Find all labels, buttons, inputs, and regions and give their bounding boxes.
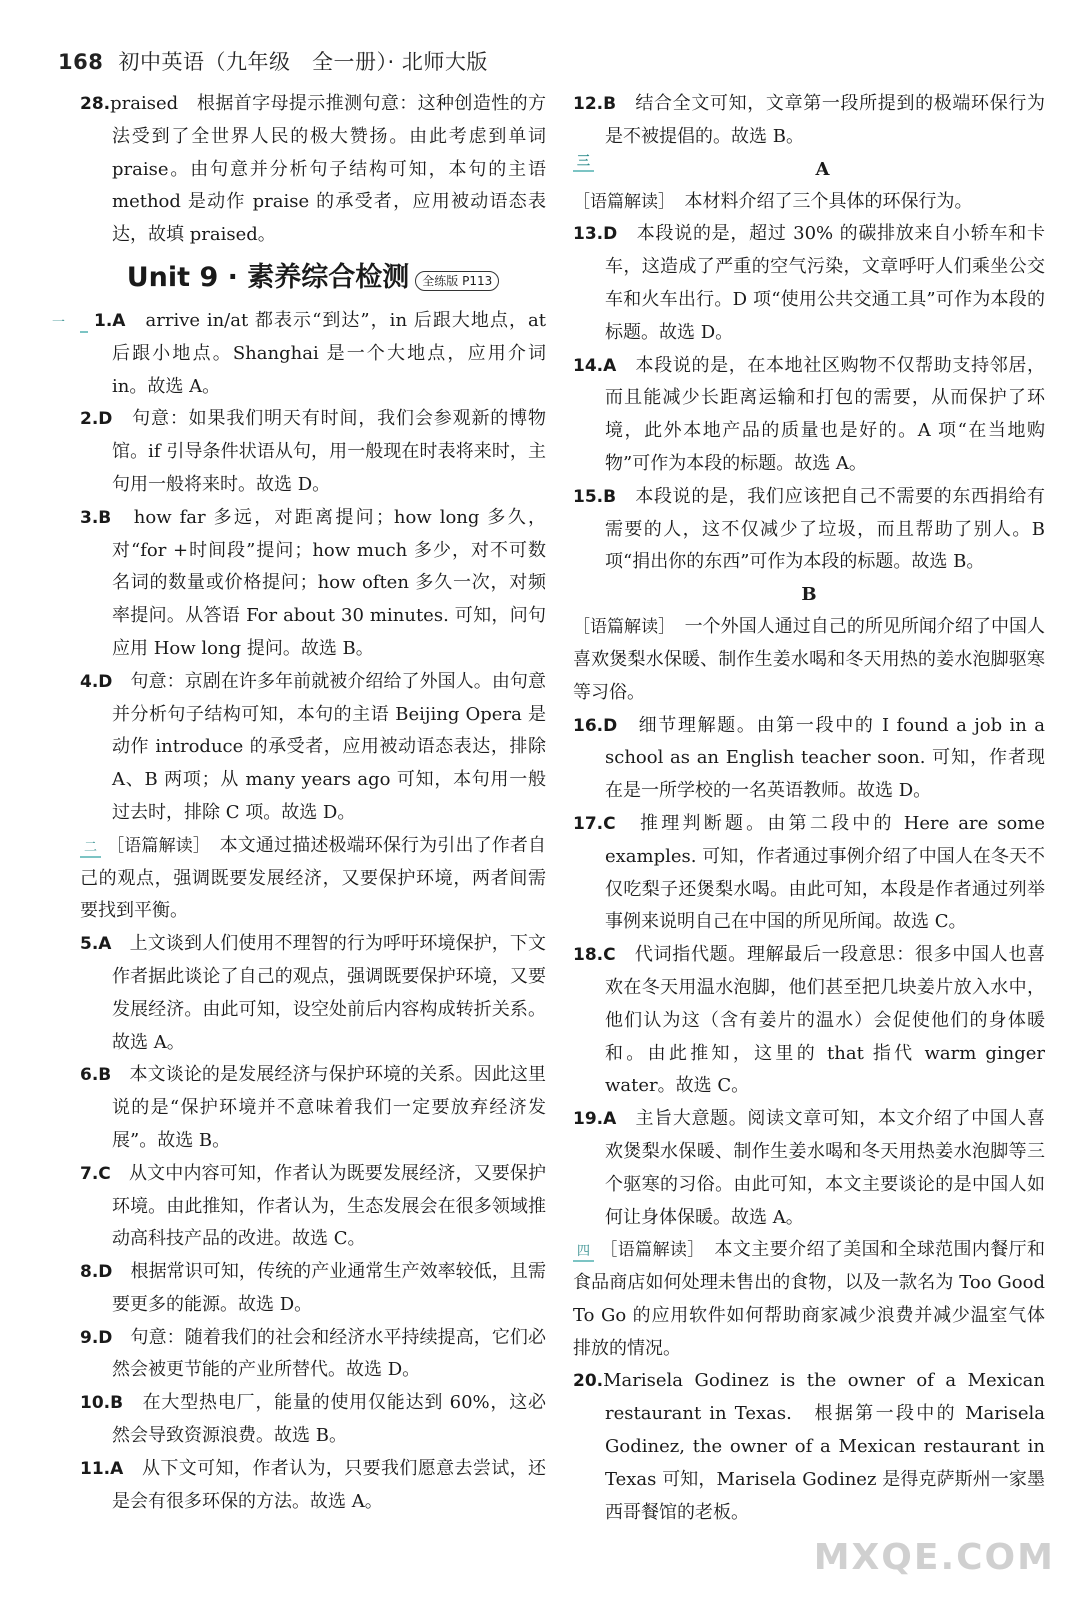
answer-12: 12.B 结合全文可知，文章第一段所提到的极端环保行为是不被提倡的。故选 B。: [573, 93, 1045, 147]
page-header: [58, 46, 488, 76]
answer-14: 14.A 本段说的是，在本地社区购物不仅帮助支持邻居，而且能减少长距离运输和打包的需要，从而保护了环境，此外本地产品的质量也是好的。A 项“在当地购物”可作为本段的标题。故选 A。: [573, 354, 1045, 474]
answer-6: 6.B 本文谈论的是发展经济与保护环境的关系。因此这里说的是“保护环境并不意味着我们一定要放弃经济发展”。故选 B。: [80, 1064, 546, 1151]
answer-8: 8.D 根据常识可知，传统的产业通常生产效率较低，且需要更多的能源。故选 D。: [80, 1261, 546, 1315]
answer-9: 9.D 句意：随着我们的社会和经济水平持续提高，它们必然会被更节能的产业所替代。故选 D。: [80, 1326, 546, 1381]
answer-3: 3.B how far 多远，对距离提问；how long 多久，对“for +时间段”提问；how much 多少，对不可数名词的数量或价格提问；how often 多久一次，对频率提问。从答语 For about 30 minutes. 可知，问句应用 How long 提问。故选 B。: [80, 506, 546, 659]
unit-title: Unit 9 · 素养综合检测 全练版 P113: [80, 258, 546, 301]
answer-18: 18.C 代词指代题。理解最后一段意思：很多中国人也喜欢在冬天用温水泡脚，他们甚至把几块姜片放入水中，他们认为这（含有姜片的温水）会促使他们的身体暖和。由此推知，这里的 that 指代 warm ginger water。故选 C。: [573, 944, 1045, 1097]
answer-5: 5.A 上文谈到人们使用不理智的行为呼吁环境保护，下文作者据此谈论了自己的观点，强调既要保护环境，又要发展经济。由此可知，设空处前后内容构成转折关系。故选 A。: [80, 933, 546, 1053]
section-badge-2: 二: [80, 840, 101, 858]
section-badge-3: 三: [573, 154, 594, 172]
answer-17: 17.C 推理判断题。由第二段中的 Here are some examples. 可知，作者通过事例介绍了中国人在冬天不仅吃梨子还煲梨水喝。由此可知，本段是作者通过列举事例来说明自己在中国的所见所闻。故选 C。: [573, 812, 1045, 933]
answer-11: 11.A 从下文可知，作者认为，只要我们愿意去尝试，还是会有很多环保的方法。故选 A。: [80, 1457, 546, 1512]
answer-2: 2.D 句意：如果我们明天有时间，我们会参观新的博物馆。if 引导条件状语从句，用一般现在时表将来时，主句用一般将来时。故选 D。: [80, 408, 546, 495]
unit-reference-badge: 全练版 P113: [415, 271, 499, 291]
right-column: [573, 88, 1045, 1529]
left-column: [52, 88, 547, 1518]
answer-13: 13.D 本段说的是，超过 30% 的碳排放来自小轿车和卡车，这造成了严重的空气污染，文章呼吁人们乘坐公交车和火车出行。D 项“使用公共交通工具”可作为本段的标题。故选 D。: [573, 223, 1045, 343]
answer-1: 一 1.A arrive in/at 都表示“到达”，in 后跟大地点，at 后跟小地点。Shanghai 是一个大地点，应用介词 in。故选 A。: [52, 309, 546, 397]
section-badge-4: 四: [573, 1244, 594, 1262]
site-watermark: MXQE.COM: [813, 1537, 1055, 1578]
answer-7: 7.C 从文中内容可知，作者认为既要发展经济，又要保护环境。由此推知，作者认为，生态发展会在很多领域推动高科技产品的改进。故选 C。: [80, 1162, 546, 1250]
answer-10: 10.B 在大型热电厂，能量的使用仅能达到 60%，这必然会导致资源浪费。故选 B。: [80, 1392, 546, 1447]
section-3a-summary: ［语篇解读］ 本材料介绍了三个具体的环保行为。: [573, 190, 973, 212]
answer-20: 20.Marisela Godinez is the owner of a Mexican restaurant in Texas. 根据第一段中的 Marisela Godinez, the owner of a Mexican restaurant in Texas 可知，Marisela Godinez 是得克萨斯州一家墨西哥餐馆的老板。: [573, 1370, 1045, 1523]
answer-19: 19.A 主旨大意题。阅读文章可知，本文介绍了中国人喜欢煲梨水保暖、制作生姜水喝和冬天用热姜水泡脚等三个驱寒的习俗。由此可知，本文主要谈论的是中国人如何让身体保暖。故选 A。: [573, 1108, 1045, 1228]
section-2-summary: 二 ［语篇解读］ 本文通过描述极端环保行为引出了作者自己的观点，强调既要发展经济，又要保护环境，两者间需要找到平衡。: [80, 834, 547, 922]
answer-16: 16.D 细节理解题。由第一段中的 I found a job in a school as an English teacher soon. 可知，作者现在是一所学校的一名英语教师。故选 D。: [573, 714, 1045, 802]
book-title: 初中英语（九年级 全一册）· 北师大版: [118, 50, 488, 74]
page-number: 168: [58, 50, 104, 74]
section-3-subhead-a: 三 A: [573, 154, 1045, 186]
section-4-summary: 四 ［语篇解读］ 本文主要介绍了美国和全球范围内餐厅和食品商店如何处理未售出的食物，以及一款名为 Too Good To Go 的应用软件如何帮助商家减少浪费并减少温室气体排放的情况。: [573, 1239, 1045, 1359]
section-3-subhead-b: B: [801, 584, 817, 606]
answer-15: 15.B 本段说的是，我们应该把自己不需要的东西捐给有需要的人，这不仅减少了垃圾，而且帮助了别人。B 项“捐出你的东西”可作为本段的标题。故选 B。: [573, 485, 1045, 573]
section-badge-1: 一: [80, 315, 88, 333]
answer-4: 4.D 句意：京剧在许多年前就被介绍给了外国人。由句意并分析句子结构可知，本句的主语 Beijing Opera 是动作 introduce 的承受者，应用被动语态表达，排除 A、B 两项；从 many years ago 可知，本句用一般过去时，排除 C 项。故选 D。: [80, 670, 546, 823]
answer-28: 28.praised 根据首字母提示推测句意：这种创造性的方法受到了全世界人民的极大赞扬。由此考虑到单词praise。由句意并分析句子结构可知，本句的主语 method 是动作 praise 的承受者，应用被动语态表达，故填 praised。: [80, 93, 546, 246]
section-3b-summary: ［语篇解读］ 一个外国人通过自己的所见所闻介绍了中国人喜欢煲梨水保暖、制作生姜水喝和冬天用热的姜水泡脚驱寒等习俗。: [573, 616, 1046, 703]
